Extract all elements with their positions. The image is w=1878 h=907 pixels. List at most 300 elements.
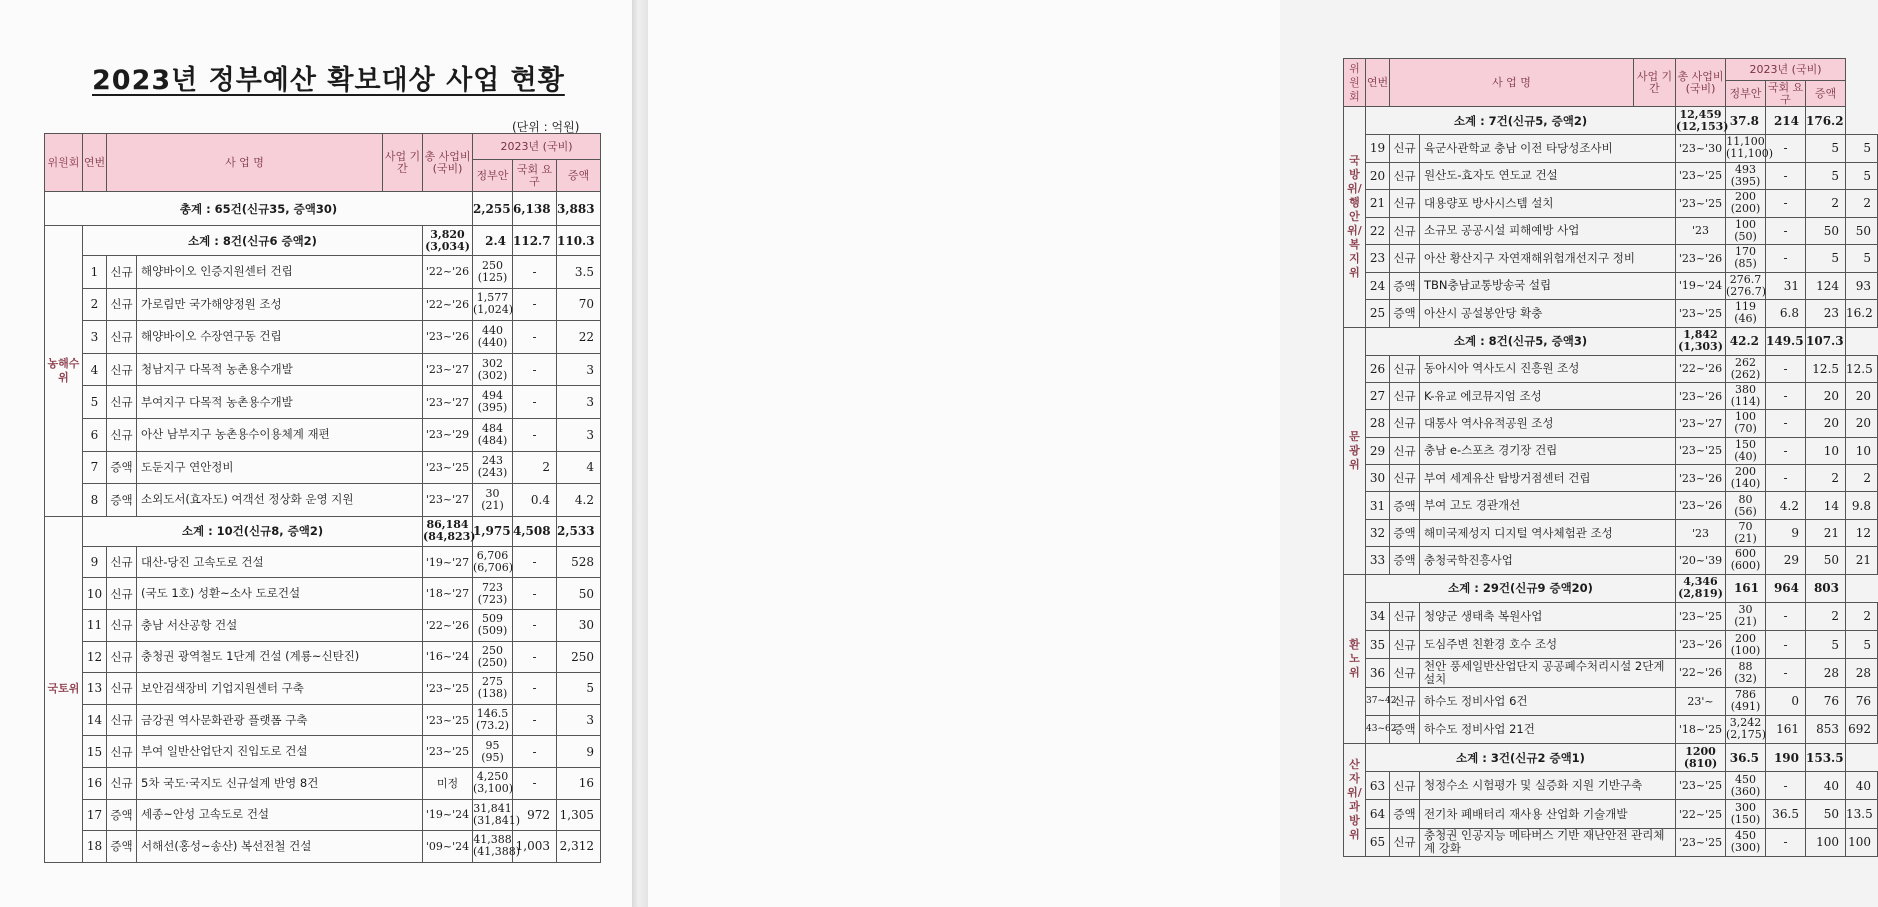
row-inc: 12 (1846, 519, 1878, 546)
row-req: 50 (1806, 217, 1846, 245)
row-gov: - (1766, 190, 1806, 218)
row-req: 2 (1806, 190, 1846, 218)
row-req: 5 (1806, 162, 1846, 190)
row-type: 신규 (107, 704, 137, 736)
row-total: 450 (300) (1726, 828, 1766, 856)
row-name: 가로림만 국가해양정원 조성 (137, 288, 423, 321)
header-no: 연번 (83, 134, 107, 192)
row-name: 아산 황산지구 자연재해위험개선지구 정비 (1420, 245, 1676, 273)
row-type: 신규 (1390, 828, 1420, 856)
row-req: 5 (557, 673, 601, 705)
row-no: 13 (83, 673, 107, 705)
row-inc: 20 (1846, 382, 1878, 409)
subtotal-inc: 107.3 (1806, 327, 1846, 355)
table-row (45, 288, 601, 321)
row-total: 200 (140) (1726, 465, 1766, 492)
row-period: '23~'25 (1676, 300, 1726, 328)
row-type: 신규 (107, 578, 137, 610)
row-name: 아산 남부지구 농촌용수이용체계 재편 (137, 418, 423, 451)
header-gov: 정부안 (1726, 81, 1766, 107)
row-inc: 28 (1846, 659, 1878, 687)
row-total: 200 (100) (1726, 630, 1766, 658)
subtotal-row (1344, 574, 1878, 602)
table-row (1344, 410, 1878, 437)
row-period: '22~'26 (423, 288, 473, 321)
row-inc: 13.5 (1846, 800, 1878, 828)
row-gov: - (513, 673, 557, 705)
row-type: 증액 (1390, 547, 1420, 574)
row-total: 200 (200) (1726, 190, 1766, 218)
row-name: 하수도 정비사업 6건 (1420, 687, 1676, 715)
row-period: '23~'25 (1676, 772, 1726, 800)
row-req: 20 (1806, 382, 1846, 409)
row-type: 신규 (107, 353, 137, 386)
table-row (45, 256, 601, 289)
subtotal-gov: 37.8 (1726, 107, 1766, 135)
row-no: 63 (1366, 772, 1390, 800)
row-no: 2 (83, 288, 107, 321)
subtotal-gov: 36.5 (1726, 744, 1766, 772)
subtotal-gov: 2.4 (473, 226, 513, 256)
row-name: 청정수소 시험평가 및 실증화 지원 기반구축 (1420, 772, 1676, 800)
row-gov: - (1766, 630, 1806, 658)
table-row (45, 418, 601, 451)
row-type: 신규 (107, 767, 137, 799)
row-req: 20 (1806, 410, 1846, 437)
row-type: 신규 (1390, 217, 1420, 245)
row-no: 64 (1366, 800, 1390, 828)
row-req: 70 (557, 288, 601, 321)
header-inc: 증액 (557, 160, 601, 192)
row-type: 증액 (107, 799, 137, 831)
row-no: 15 (83, 736, 107, 768)
subtotal-total: 3,820 (3,034) (423, 226, 473, 256)
row-period: '23~'26 (423, 321, 473, 354)
header-total: 총 사업비 (국비) (1676, 59, 1726, 107)
row-total: 41,388 (41,388) (473, 831, 513, 863)
row-type: 신규 (107, 256, 137, 289)
row-req: 4.2 (557, 484, 601, 517)
row-no: 28 (1366, 410, 1390, 437)
row-gov: - (513, 767, 557, 799)
row-inc: 2 (1846, 190, 1878, 218)
row-req: 853 (1806, 715, 1846, 743)
row-type: 신규 (107, 418, 137, 451)
row-name: 해양바이오 수장연구동 건립 (137, 321, 423, 354)
row-req: 40 (1806, 772, 1846, 800)
header-row (45, 134, 601, 160)
row-period: '22~'26 (1676, 355, 1726, 382)
table-row (45, 484, 601, 517)
row-inc: 100 (1846, 828, 1878, 856)
row-inc: 5 (1846, 245, 1878, 273)
right-table-body (1344, 59, 1878, 857)
grand-total-row (45, 192, 601, 226)
row-type: 신규 (1390, 162, 1420, 190)
row-no: 32 (1366, 519, 1390, 546)
row-type: 신규 (1390, 659, 1420, 687)
row-period: '23~'26 (1676, 492, 1726, 519)
table-row (1344, 547, 1878, 574)
row-req: 50 (557, 578, 601, 610)
row-no: 16 (83, 767, 107, 799)
row-no: 21 (1366, 190, 1390, 218)
row-name: 금강권 역사문화관광 플랫폼 구축 (137, 704, 423, 736)
row-period: 미정 (423, 767, 473, 799)
header-inc: 증액 (1806, 81, 1846, 107)
row-name: 해미국제성지 디지털 역사체험관 조성 (1420, 519, 1676, 546)
subtotal-total: 12,459 (12,153) (1676, 107, 1729, 133)
row-total: 146.5 (73.2) (473, 704, 513, 736)
subtotal-req: 214 (1766, 107, 1806, 135)
table-row (1344, 162, 1878, 190)
row-gov: 31 (1766, 272, 1806, 300)
row-total: 509 (509) (473, 609, 513, 641)
table-row (1344, 659, 1878, 687)
row-inc: 20 (1846, 410, 1878, 437)
row-req: 3 (557, 418, 601, 451)
subtotal-total: 1,842 (1,303) (1676, 327, 1726, 355)
subtotal-inc: 176.2 (1806, 107, 1846, 135)
row-name: 아산시 공설봉안당 확충 (1420, 300, 1676, 328)
header-committee: 위원회 (1344, 59, 1366, 107)
row-type: 신규 (1390, 410, 1420, 437)
row-type: 신규 (1390, 465, 1420, 492)
row-inc: 16.2 (1846, 300, 1878, 328)
table-row (1344, 355, 1878, 382)
row-type: 신규 (1390, 245, 1420, 273)
row-period: '23~'25 (423, 451, 473, 484)
row-type: 신규 (107, 736, 137, 768)
table-row (45, 353, 601, 386)
row-type: 신규 (1390, 602, 1420, 630)
row-name: 보안검색장비 기업지원센터 구축 (137, 673, 423, 705)
row-name: 충청권 광역철도 1단계 건설 (계룡~신탄진) (137, 641, 423, 673)
row-type: 신규 (107, 321, 137, 354)
row-inc: 10 (1846, 437, 1878, 464)
row-no: 17 (83, 799, 107, 831)
committee-cell: 문광위 (1344, 327, 1366, 574)
row-type: 신규 (107, 673, 137, 705)
subtotal-inc: 2,533 (557, 516, 601, 546)
row-name: 소규모 공공시설 피해예방 사업 (1420, 217, 1676, 245)
row-req: 5 (1806, 245, 1846, 273)
row-gov: - (1766, 410, 1806, 437)
row-type: 신규 (1390, 135, 1420, 163)
row-total: 1,577 (1,024) (473, 288, 513, 321)
row-gov: - (1766, 217, 1806, 245)
row-gov: 29 (1766, 547, 1806, 574)
row-name: 충남 서산공항 건설 (137, 609, 423, 641)
row-no: 14 (83, 704, 107, 736)
committee-cell: 산자위/과방위 (1344, 744, 1366, 857)
row-name: 하수도 정비사업 21건 (1420, 715, 1676, 743)
row-name: 부여 고도 경관개선 (1420, 492, 1676, 519)
row-period: '23~'30 (1676, 135, 1726, 163)
row-type: 신규 (1390, 772, 1420, 800)
row-no: 24 (1366, 272, 1390, 300)
row-period: 23'~ (1676, 687, 1726, 715)
subtotal-gov: 1,975 (473, 516, 513, 546)
row-req: 21 (1806, 519, 1846, 546)
row-name: 5차 국도·국지도 신규설계 반영 8건 (137, 767, 423, 799)
subtotal-row (1344, 744, 1878, 772)
table-row (1344, 602, 1878, 630)
row-inc: 76 (1846, 687, 1878, 715)
row-total: 31,841 (31,841) (473, 799, 513, 831)
table-row (45, 831, 601, 863)
row-req: 28 (1806, 659, 1846, 687)
row-period: '09~'24 (423, 831, 473, 863)
row-name: 청양군 생태축 복원사업 (1420, 602, 1676, 630)
row-gov: - (513, 704, 557, 736)
subtotal-gov: 42.2 (1726, 327, 1766, 355)
row-no: 29 (1366, 437, 1390, 464)
unit-label: (단위 : 억원) (512, 120, 580, 134)
row-req: 5 (1806, 630, 1846, 658)
subtotal-total: 1200 (810) (1676, 744, 1726, 772)
row-period: '20~'39 (1676, 547, 1726, 574)
row-total: 70 (21) (1726, 519, 1766, 546)
row-req: 1,305 (557, 799, 601, 831)
row-name: 대산-당진 고속도로 건설 (137, 546, 423, 578)
subtotal-label: 소계 : 3건(신규2 증액1) (1366, 744, 1676, 772)
row-no: 12 (83, 641, 107, 673)
header-total: 총 사업비 (국비) (423, 134, 473, 192)
row-no: 19 (1366, 135, 1390, 163)
row-inc: 5 (1846, 135, 1878, 163)
left-table-body (45, 134, 601, 863)
header-period: 사업 기간 (1634, 59, 1676, 107)
subtotal-req: 190 (1766, 744, 1806, 772)
header-gov: 정부안 (473, 160, 513, 192)
row-period: '19~'24 (423, 799, 473, 831)
row-period: '19~'24 (1676, 272, 1726, 300)
row-total: 250 (125) (473, 256, 513, 289)
row-no: 37~42 (1366, 687, 1390, 715)
row-total: 30 (21) (1726, 602, 1766, 630)
grand-total-req: 6,138 (513, 192, 557, 226)
row-no: 22 (1366, 217, 1390, 245)
row-total: 170 (85) (1726, 245, 1766, 273)
row-total: 600 (600) (1726, 547, 1766, 574)
row-type: 증액 (107, 451, 137, 484)
row-inc: 40 (1846, 772, 1878, 800)
row-period: '23~'25 (423, 704, 473, 736)
row-gov: 4.2 (1766, 492, 1806, 519)
grand-total-inc: 3,883 (557, 192, 601, 226)
row-no: 7 (83, 451, 107, 484)
row-gov: 972 (513, 799, 557, 831)
row-type: 증액 (107, 831, 137, 863)
subtotal-req: 4,508 (513, 516, 557, 546)
header-name: 사 업 명 (107, 134, 383, 192)
row-name: K-유교 에코뮤지엄 조성 (1420, 382, 1676, 409)
header-period: 사업 기간 (383, 134, 423, 192)
row-req: 528 (557, 546, 601, 578)
committee-cell: 국방위/행안위/복지위 (1344, 107, 1366, 328)
row-type: 신규 (107, 641, 137, 673)
row-no: 31 (1366, 492, 1390, 519)
row-total: 250 (250) (473, 641, 513, 673)
table-row (1344, 828, 1878, 856)
row-type: 증액 (1390, 300, 1420, 328)
row-total: 494 (395) (473, 386, 513, 419)
table-row (45, 799, 601, 831)
page-title: 2023년 정부예산 확보대상 사업 현황 (92, 65, 565, 96)
row-total: 723 (723) (473, 578, 513, 610)
row-no: 36 (1366, 659, 1390, 687)
row-total: 11,100 (11,100) (1726, 135, 1774, 161)
table-row (1344, 492, 1878, 519)
table-row (1344, 135, 1878, 163)
row-type: 신규 (1390, 190, 1420, 218)
table-row (45, 673, 601, 705)
row-inc: 5 (1846, 162, 1878, 190)
table-row (45, 321, 601, 354)
row-inc: 692 (1846, 715, 1878, 743)
row-type: 신규 (107, 546, 137, 578)
row-period: '23~'25 (1676, 437, 1726, 464)
row-total: 88 (32) (1726, 659, 1766, 687)
row-type: 신규 (1390, 630, 1420, 658)
page-fold (632, 0, 648, 907)
row-gov: - (1766, 355, 1806, 382)
row-req: 22 (557, 321, 601, 354)
row-type: 증액 (1390, 492, 1420, 519)
row-name: (국도 1호) 성환~소사 도로건설 (137, 578, 423, 610)
row-total: 80 (56) (1726, 492, 1766, 519)
row-name: 부여 일반산업단지 진입도로 건설 (137, 736, 423, 768)
row-total: 275 (138) (473, 673, 513, 705)
row-name: 육군사관학교 충남 이전 타당성조사비 (1420, 135, 1676, 163)
row-name: 부여 세계유산 탐방거점센터 건립 (1420, 465, 1676, 492)
row-req: 3 (557, 704, 601, 736)
subtotal-total: 86,184 (84,823) (423, 516, 473, 546)
row-gov: 0 (1766, 687, 1806, 715)
row-gov: 6.8 (1766, 300, 1806, 328)
table-row (1344, 300, 1878, 328)
row-req: 76 (1806, 687, 1846, 715)
table-row (1344, 437, 1878, 464)
row-type: 신규 (1390, 355, 1420, 382)
row-no: 20 (1366, 162, 1390, 190)
row-gov: - (1766, 828, 1806, 856)
subtotal-row (45, 226, 601, 256)
header-row (1344, 59, 1878, 81)
row-type: 증액 (1390, 272, 1420, 300)
row-total: 302 (302) (473, 353, 513, 386)
row-name: 천안 풍세일반산업단지 공공폐수처리시설 2단계 설치 (1420, 659, 1676, 687)
subtotal-label: 소계 : 29건(신규9 증액20) (1366, 574, 1676, 602)
row-type: 증액 (1390, 715, 1420, 743)
row-type: 신규 (107, 288, 137, 321)
row-req: 3.5 (557, 256, 601, 289)
row-no: 27 (1366, 382, 1390, 409)
row-period: '23~'25 (1676, 602, 1726, 630)
row-req: 23 (1806, 300, 1846, 328)
row-inc: 21 (1846, 547, 1878, 574)
row-total: 95 (95) (473, 736, 513, 768)
row-total: 484 (484) (473, 418, 513, 451)
table-row (1344, 519, 1878, 546)
subtotal-label: 소계 : 8건(신규6 증액2) (83, 226, 423, 256)
row-name: 동아시아 역사도시 진흥원 조성 (1420, 355, 1676, 382)
table-row (45, 609, 601, 641)
row-req: 10 (1806, 437, 1846, 464)
row-gov: - (1766, 382, 1806, 409)
row-inc: 12.5 (1846, 355, 1878, 382)
table-row (45, 451, 601, 484)
row-name: 소외도서(효자도) 여객선 정상화 운영 지원 (137, 484, 423, 517)
row-no: 5 (83, 386, 107, 419)
table-row (1344, 772, 1878, 800)
table-row (45, 704, 601, 736)
row-period: '23~'25 (423, 736, 473, 768)
row-no: 65 (1366, 828, 1390, 856)
row-req: 16 (557, 767, 601, 799)
subtotal-req: 149.5 (1766, 327, 1806, 355)
row-period: '23~'27 (1676, 410, 1726, 437)
row-no: 43~62 (1366, 715, 1390, 743)
row-period: '22~'26 (423, 256, 473, 289)
grand-total-label: 총계 : 65건(신규35, 증액30) (45, 192, 473, 226)
row-gov: - (513, 641, 557, 673)
row-total: 243 (243) (473, 451, 513, 484)
row-period: '22~'26 (1676, 659, 1726, 687)
row-inc: 9.8 (1846, 492, 1878, 519)
row-gov: - (1766, 772, 1806, 800)
row-no: 4 (83, 353, 107, 386)
row-total: 4,250 (3,100) (473, 767, 513, 799)
row-name: 서해선(홍성~송산) 복선전철 건설 (137, 831, 423, 863)
table-row (1344, 800, 1878, 828)
row-period: '16~'24 (423, 641, 473, 673)
row-no: 8 (83, 484, 107, 517)
row-no: 3 (83, 321, 107, 354)
row-type: 신규 (1390, 382, 1420, 409)
row-req: 30 (557, 609, 601, 641)
header-year: 2023년 (국비) (1726, 59, 1846, 81)
row-no: 6 (83, 418, 107, 451)
row-total: 119 (46) (1726, 300, 1766, 328)
row-total: 440 (440) (473, 321, 513, 354)
header-req: 국회 요구 (513, 160, 557, 192)
row-period: '23 (1676, 217, 1726, 245)
row-gov: 0.4 (513, 484, 557, 517)
row-name: 대용량포 방사시스템 설치 (1420, 190, 1676, 218)
row-req: 50 (1806, 547, 1846, 574)
table-row (1344, 245, 1878, 273)
row-gov: 161 (1766, 715, 1806, 743)
table-row (1344, 465, 1878, 492)
row-no: 34 (1366, 602, 1390, 630)
committee-cell: 국토위 (45, 516, 83, 862)
row-gov: - (513, 386, 557, 419)
table-row (1344, 190, 1878, 218)
row-period: '18~'27 (423, 578, 473, 610)
row-name: 충남 e-스포츠 경기장 건립 (1420, 437, 1676, 464)
row-gov: - (513, 578, 557, 610)
row-gov: - (513, 321, 557, 354)
row-req: 2 (1806, 602, 1846, 630)
row-no: 9 (83, 546, 107, 578)
subtotal-req: 112.7 (513, 226, 557, 256)
row-total: 100 (50) (1726, 217, 1766, 245)
row-req: 50 (1806, 800, 1846, 828)
table-row (45, 386, 601, 419)
row-gov: - (513, 353, 557, 386)
